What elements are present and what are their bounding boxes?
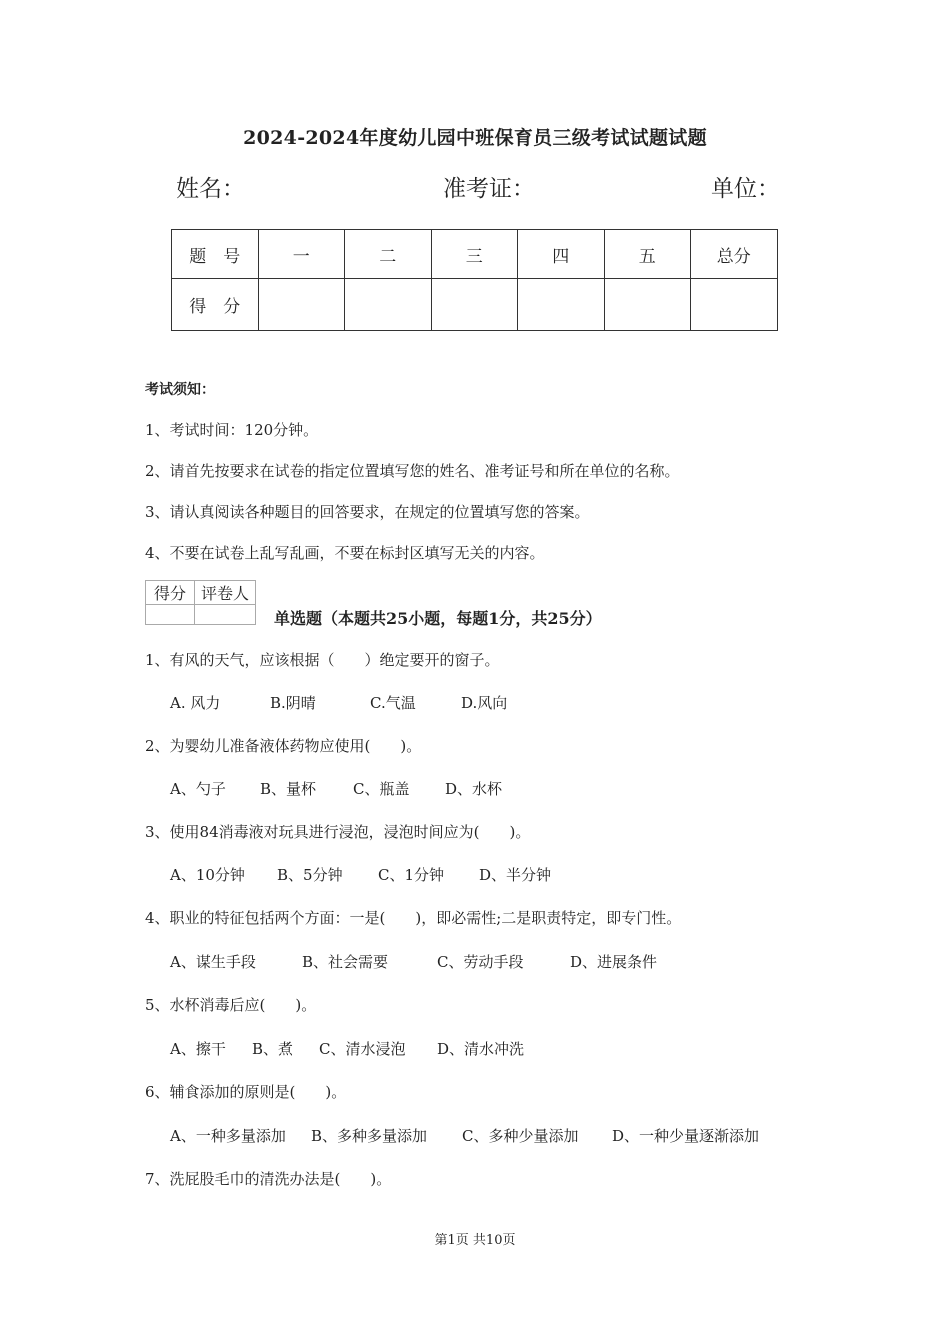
option[interactable]: A、一种多量添加 xyxy=(170,1127,286,1145)
header-cell: 总分 xyxy=(691,230,778,279)
question-text: 5、水杯消毒后应( )。 xyxy=(145,996,317,1014)
score-table xyxy=(171,229,778,331)
option[interactable]: D、进展条件 xyxy=(570,953,658,971)
option[interactable]: B、煮 xyxy=(252,1040,294,1058)
option[interactable]: C、劳动手段 xyxy=(437,953,524,971)
header-cell: 题 号 xyxy=(172,230,259,279)
option[interactable]: A、谋生手段 xyxy=(170,953,256,971)
score-row-label: 得 分 xyxy=(172,279,259,331)
question-text: 4、职业的特征包括两个方面：一是( )，即必需性;二是职责特定，即专门性。 xyxy=(145,909,682,927)
option[interactable]: A. 风力 xyxy=(170,694,221,712)
note-item: 4、不要在试卷上乱写乱画，不要在标封区填写无关的内容。 xyxy=(145,544,545,562)
grader-score-cell[interactable] xyxy=(146,605,195,625)
note-item: 3、请认真阅读各种题目的回答要求，在规定的位置填写您的答案。 xyxy=(145,503,590,521)
option[interactable]: D、水杯 xyxy=(445,780,503,798)
score-table-header-row xyxy=(172,230,778,279)
unit-label: 单位： xyxy=(711,176,780,202)
grader-reviewer-cell[interactable] xyxy=(195,605,256,625)
question-text: 2、为婴幼儿准备液体药物应使用( )。 xyxy=(145,737,422,755)
score-table-score-row xyxy=(172,279,778,331)
option[interactable]: A、勺子 xyxy=(170,780,226,798)
option[interactable]: B.阴晴 xyxy=(270,694,316,712)
section-title: 单选题（本题共25小题，每题1分，共25分） xyxy=(274,609,602,628)
option[interactable]: B、5分钟 xyxy=(277,866,343,884)
notes-title: 考试须知： xyxy=(145,382,215,398)
option[interactable]: B、社会需要 xyxy=(302,953,389,971)
question-text: 1、有风的天气，应该根据（ ）绝定要开的窗子。 xyxy=(145,651,500,669)
grader-score-label: 得分 xyxy=(146,581,195,605)
header-cell: 五 xyxy=(604,230,691,279)
option[interactable]: D、清水冲洗 xyxy=(437,1040,525,1058)
option[interactable]: C、瓶盖 xyxy=(353,780,410,798)
header-cell: 一 xyxy=(258,230,345,279)
score-cell[interactable] xyxy=(518,279,605,331)
note-item: 1、考试时间：120分钟。 xyxy=(145,421,319,439)
score-cell[interactable] xyxy=(258,279,345,331)
option[interactable]: A、擦干 xyxy=(170,1040,226,1058)
option[interactable]: D、一种少量逐渐添加 xyxy=(612,1127,760,1145)
option[interactable]: B、量杯 xyxy=(260,780,317,798)
name-label: 姓名： xyxy=(176,176,245,202)
grader-reviewer-label: 评卷人 xyxy=(195,581,256,605)
header-cell: 四 xyxy=(518,230,605,279)
header-cell: 三 xyxy=(431,230,518,279)
option[interactable]: A、10分钟 xyxy=(170,866,245,884)
score-cell[interactable] xyxy=(345,279,432,331)
option[interactable]: B、多种多量添加 xyxy=(311,1127,428,1145)
score-cell[interactable] xyxy=(604,279,691,331)
note-item: 2、请首先按要求在试卷的指定位置填写您的姓名、准考证号和所在单位的名称。 xyxy=(145,462,680,480)
page-title: 2024-2024年度幼儿园中班保育员三级考试试题试题 xyxy=(243,127,707,149)
exam-id-label: 准考证： xyxy=(443,176,535,202)
header-cell: 二 xyxy=(345,230,432,279)
question-text: 7、洗屁股毛巾的清洗办法是( )。 xyxy=(145,1170,392,1188)
score-cell[interactable] xyxy=(691,279,778,331)
option[interactable]: C.气温 xyxy=(370,694,416,712)
score-cell[interactable] xyxy=(431,279,518,331)
grader-box xyxy=(145,580,256,625)
question-text: 3、使用84消毒液对玩具进行浸泡，浸泡时间应为( )。 xyxy=(145,823,531,841)
question-text: 6、辅食添加的原则是( )。 xyxy=(145,1083,347,1101)
option[interactable]: C、多种少量添加 xyxy=(462,1127,579,1145)
option[interactable]: C、1分钟 xyxy=(378,866,445,884)
option[interactable]: D.风向 xyxy=(461,694,508,712)
option[interactable]: D、半分钟 xyxy=(479,866,552,884)
page-footer: 第1页 共10页 xyxy=(434,1233,516,1248)
option[interactable]: C、清水浸泡 xyxy=(319,1040,406,1058)
